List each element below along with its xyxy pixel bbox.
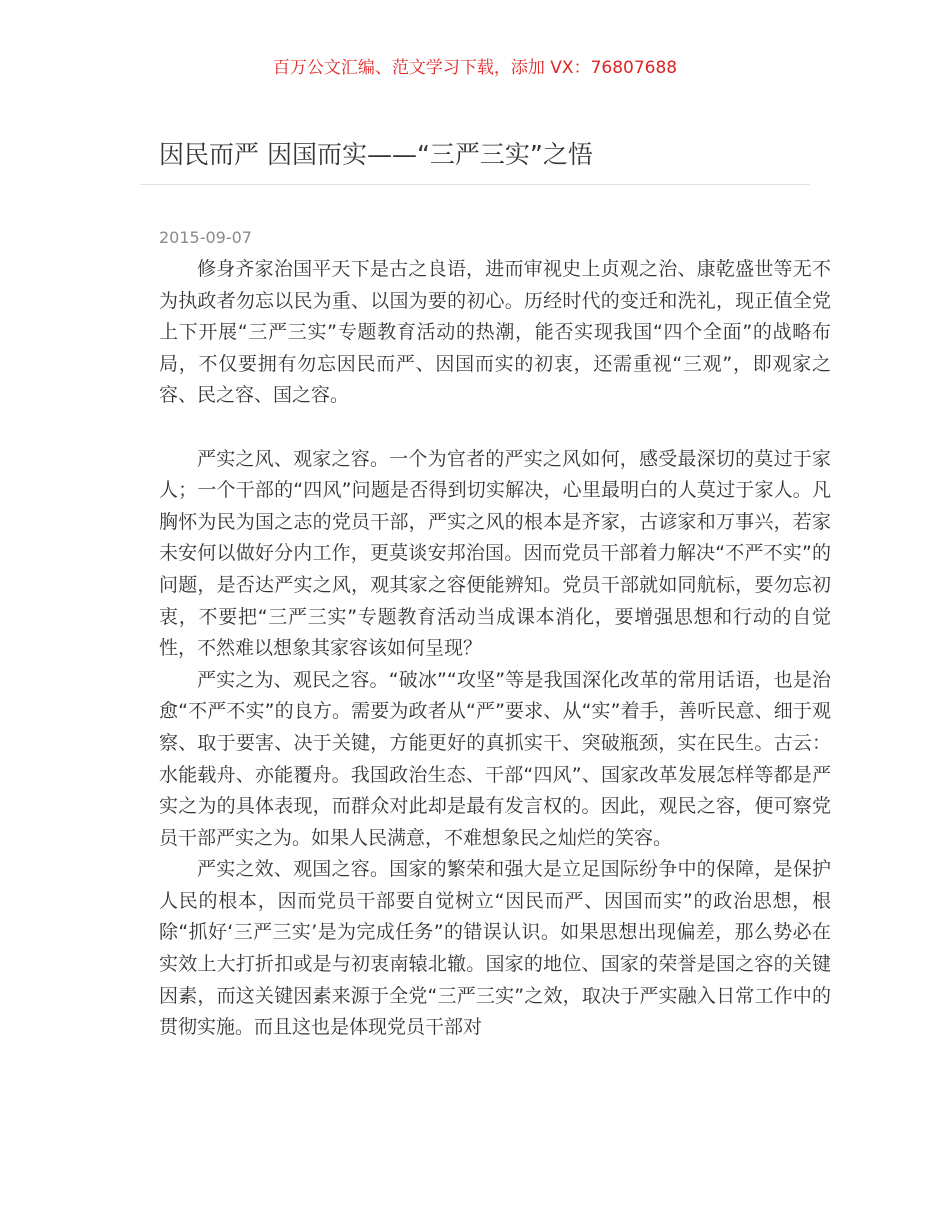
paragraph-intro: 修身齐家治国平天下是古之良语，进而审视史上贞观之治、康乾盛世等无不为执政者勿忘以民为重、以国为要的初心。历经时代的变迁和洗礼，现正值全党上下开展“三严三实”专题教育活动的热潮，能否实现我国“四个全面”的战略布局，不仅要拥有勿忘因民而严、因国而实的初衷，还需重视“三观”，即观家之容、民之容、国之容。: [159, 258, 831, 407]
paragraph-people: 严实之为、观民之容。“破冰”“攻坚”等是我国深化改革的常用话语，也是治愈“不严不实”的良方。需要为政者从“严”要求、从“实”着手，善听民意、细于观察、取于要害、决于关键，方能更好的真抓实干、突破瓶颈，实在民生。古云：水能载舟、亦能覆舟。我国政治生态、干部“四风”、国家改革发展怎样等都是严实之为的具体表现，而群众对此却是最有发言权的。因此，观民之容，便可察党员干部严实之为。如果人民满意，不难想象民之灿烂的笑容。: [159, 668, 831, 849]
article-title: 因民而严 因国而实——“三严三实”之悟: [159, 140, 593, 169]
publish-date: 2015-09-07: [159, 228, 252, 247]
paragraph-nation: 严实之效、观国之容。国家的繁荣和强大是立足国际纷争中的保障，是保护人民的根本，因而党员干部要自觉树立“因民而严、因国而实”的政治思想，根除“抓好‘三严三实’是为完成任务”的错误认识。如果思想出现偏差，那么势必在实效上大打折扣或是与初衷南辕北辙。国家的地位、国家的荣誉是国之容的关键因素，而这关键因素来源于全党“三严三实”之效，取决于严实融入日常工作中的贯彻实施。而且这也是体现党员干部对: [159, 858, 831, 1039]
promo-banner: 百万公文汇编、范文学习下载，添加 VX：76807688: [272, 58, 678, 78]
paragraph-spacer: [159, 412, 831, 444]
title-divider: [140, 184, 810, 185]
paragraph-family: 严实之风、观家之容。一个为官者的严实之风如何，感受最深切的莫过于家人；一个干部的“四风”问题是否得到切实解决，心里最明白的人莫过于家人。凡胸怀为民为国之志的党员干部，严实之风的根本是齐家，古谚家和万事兴，若家未安何以做好分内工作，更莫谈安邦治国。因而党员干部着力解决“不严不实”的问题，是否达严实之风，观其家之容便能辨知。党员干部就如同航标，要勿忘初衷，不要把“三严三实”专题教育活动当成课本消化，要增强思想和行动的自觉性，不然难以想象其家容该如何呈现？: [159, 447, 831, 660]
article-body: [159, 254, 831, 1044]
